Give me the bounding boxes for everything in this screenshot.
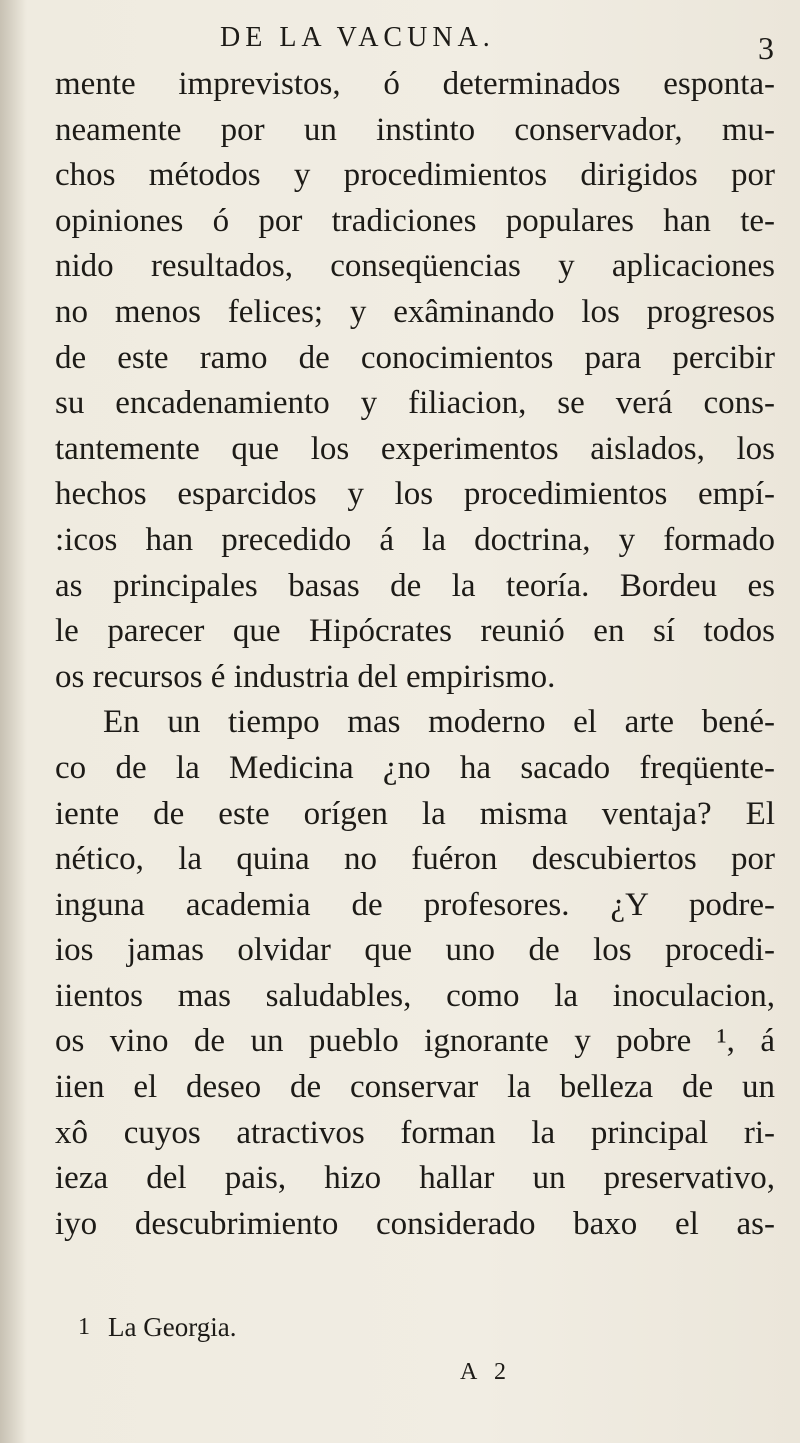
footnote xyxy=(0,1309,800,1345)
text-line: nético, la quina no fuéron descubiertos por xyxy=(55,841,775,878)
text-line: su encadenamiento y filiacion, se verá cons- xyxy=(55,385,775,422)
text-line: ios jamas olvidar que uno de los procedi- xyxy=(55,932,775,969)
text-line: :icos han precedido á la doctrina, y formado xyxy=(55,521,775,558)
footnote-text: La Georgia. xyxy=(108,1312,237,1342)
text-line: co de la Medicina ¿no ha sacado freqüente- xyxy=(55,749,775,786)
body-text xyxy=(55,62,775,1247)
text-line: chos métodos y procedimientos dirigidos por xyxy=(55,157,775,194)
text-line: nido resultados, conseqüencias y aplicaciones xyxy=(55,248,775,285)
text-line: iien el deseo de conservar la belleza de un xyxy=(55,1069,775,1106)
text-line: de este ramo de conocimientos para percibir xyxy=(55,339,775,376)
text-line: inguna academia de profesores. ¿Y podre- xyxy=(55,886,775,923)
text-line: iyo descubrimiento considerado baxo el as- xyxy=(55,1205,775,1242)
page-number: 3 xyxy=(758,30,774,66)
text-line: os recursos é industria del empirismo. xyxy=(55,658,556,695)
text-line: mente imprevistos, ó determinados esponta- xyxy=(55,66,775,102)
text-line: tantemente que los experimentos aislados, los xyxy=(55,430,775,467)
text-line: iente de este orígen la misma ventaja? El xyxy=(55,795,775,832)
text-line: le parecer que Hipócrates reunió en sí todos xyxy=(55,613,775,650)
running-title: DE LA VACUNA. xyxy=(220,22,495,53)
text-line: opiniones ó por tradiciones populares han te- xyxy=(55,202,775,239)
text-line: hechos esparcidos y los procedimientos empí- xyxy=(55,476,775,513)
text-line: neamente por un instinto conservador, mu- xyxy=(55,111,775,148)
text-line: xô cuyos atractivos forman la principal ri- xyxy=(55,1114,775,1151)
text-line: iientos mas saludables, como la inoculacion, xyxy=(55,977,775,1014)
running-head xyxy=(0,18,800,66)
text-line: no menos felices; y exâminando los progresos xyxy=(55,293,775,330)
text-line: ieza del pais, hizo hallar un preservativo, xyxy=(55,1160,775,1197)
footnote-number: 1 xyxy=(78,1314,90,1340)
text-line: os vino de un pueblo ignorante y pobre ¹, á xyxy=(55,1023,775,1060)
text-line: En un tiempo mas moderno el arte bené- xyxy=(103,704,775,741)
signature-mark: A 2 xyxy=(460,1359,513,1385)
text-line: as principales basas de la teoría. Bordeu es xyxy=(55,567,775,604)
gutter-shadow xyxy=(0,0,26,1443)
